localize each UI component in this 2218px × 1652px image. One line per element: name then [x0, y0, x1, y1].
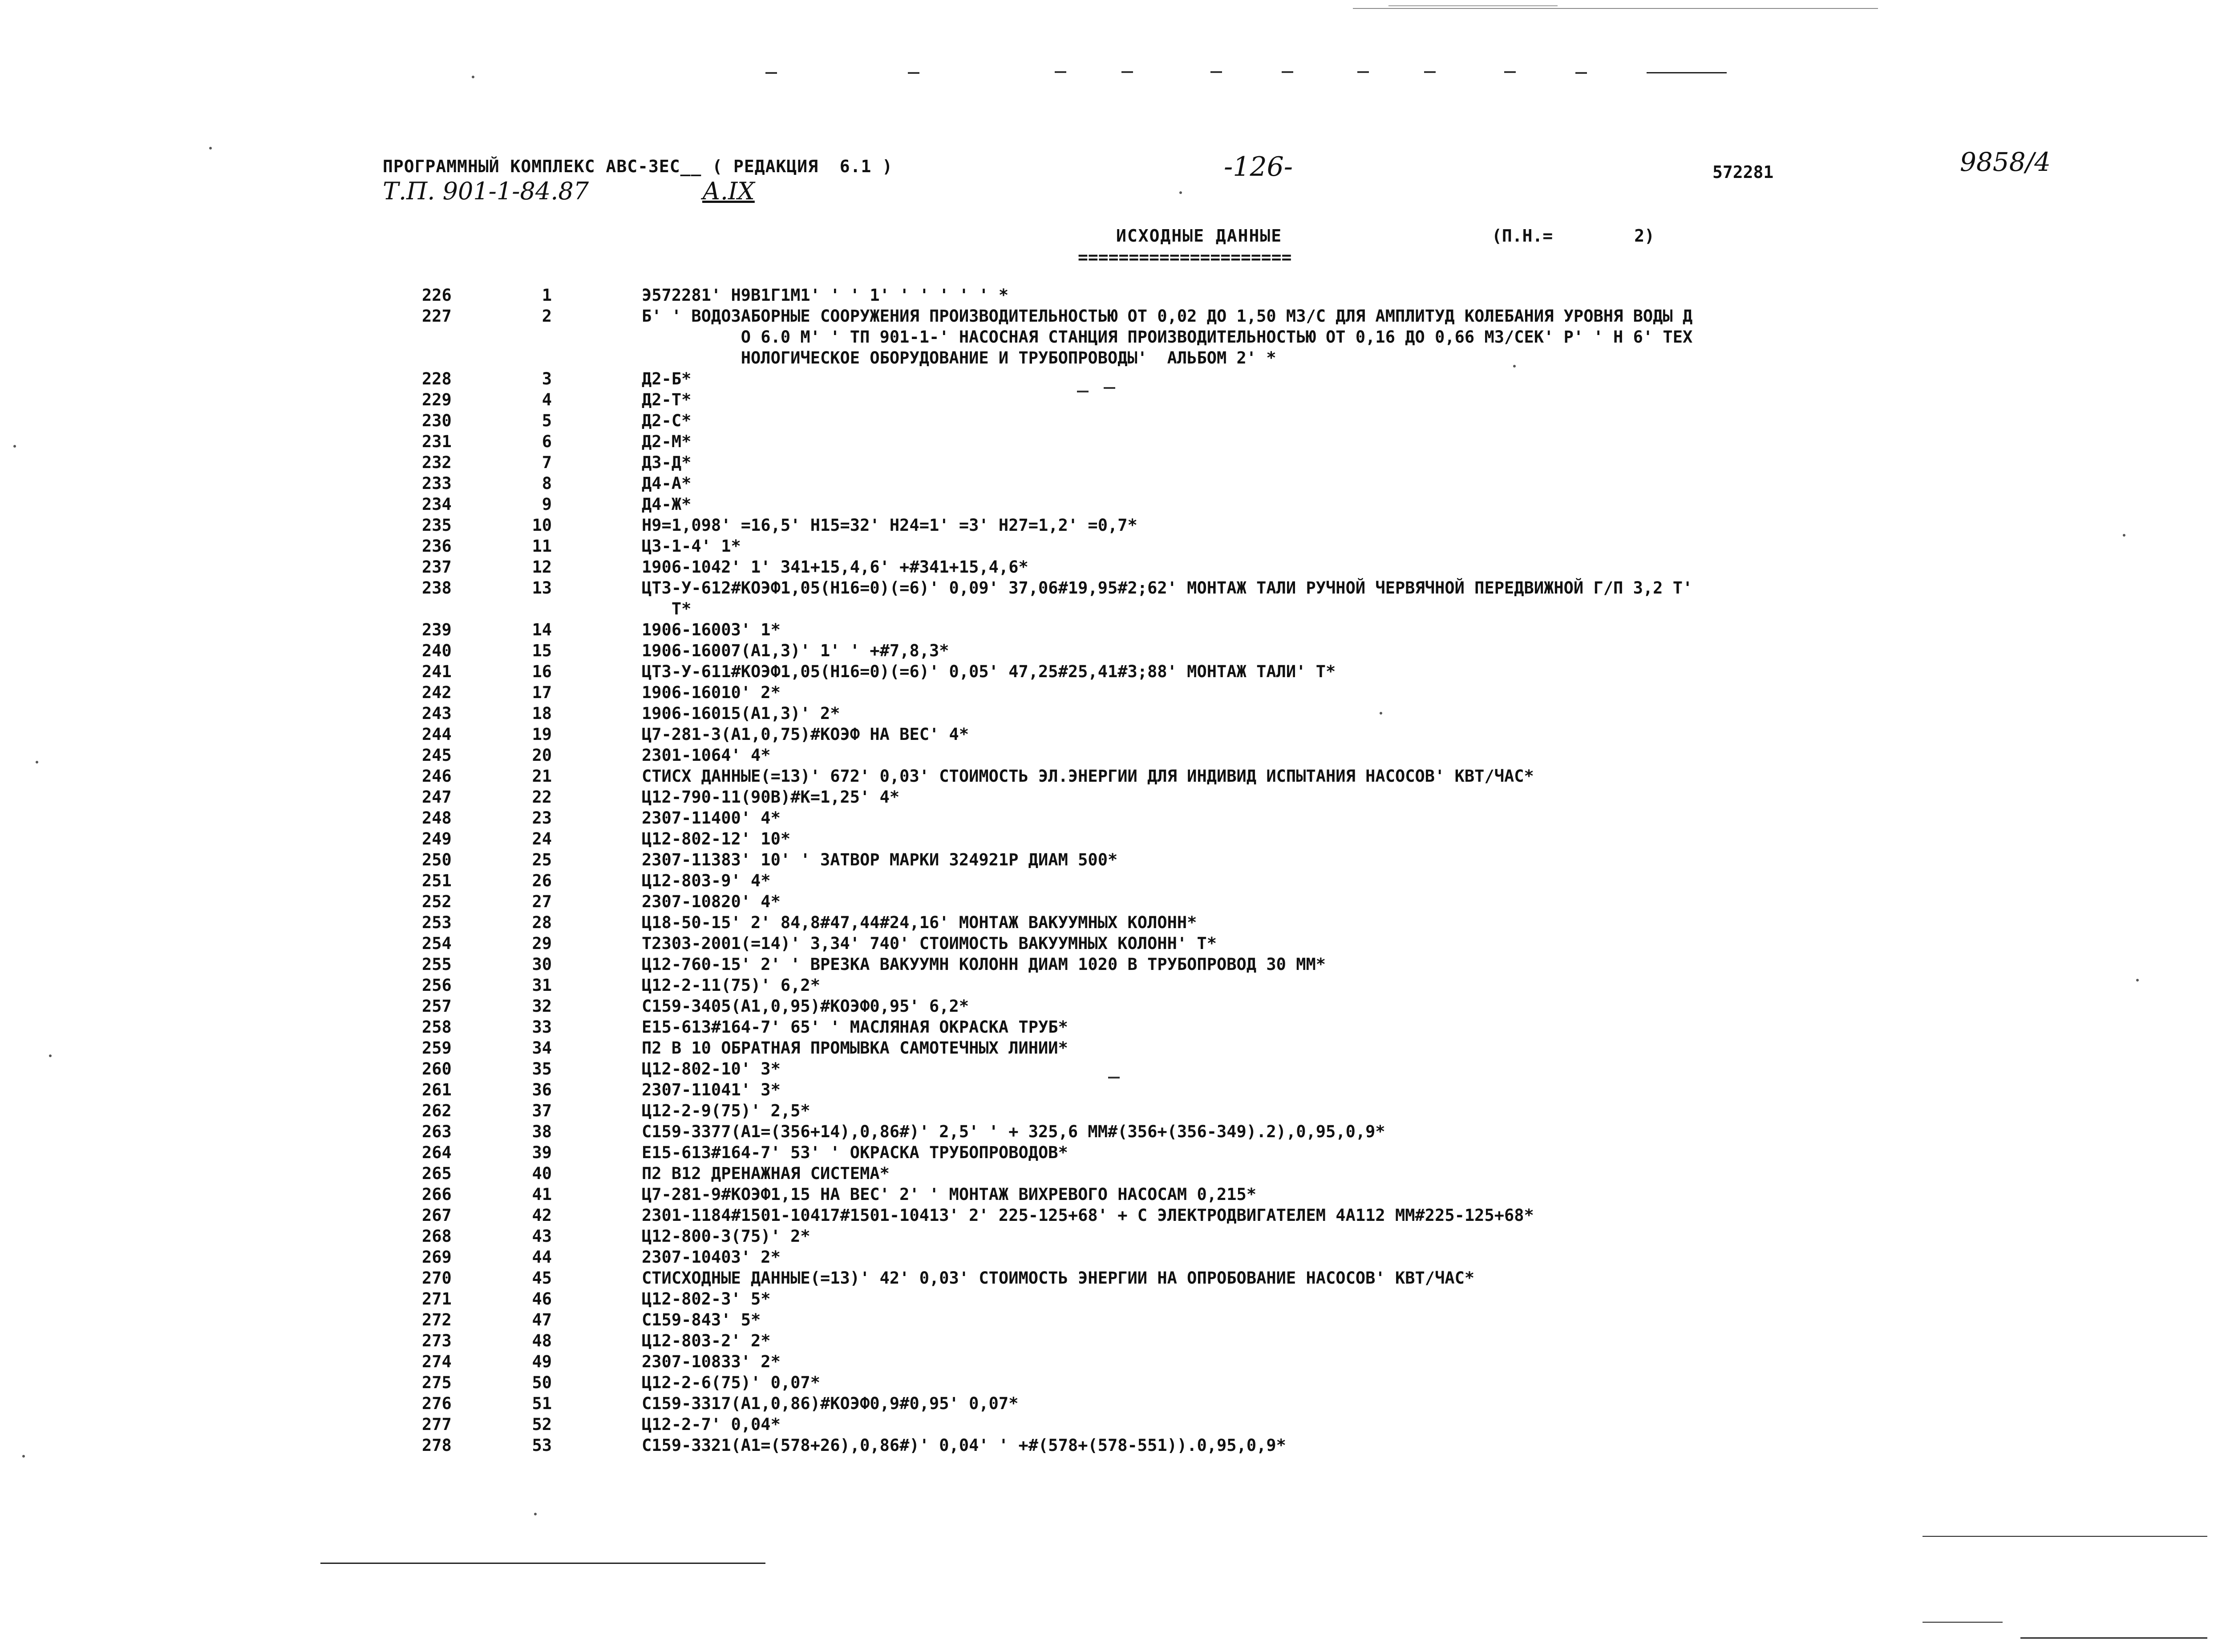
line-number: 272	[422, 1310, 452, 1329]
record-text: Ц12-2-6(75)' 0,07*	[642, 1373, 820, 1392]
record-text: С159-3405(А1,0,95)#КОЭФ0,95' 6,2*	[642, 997, 969, 1016]
record-index: 37	[532, 1101, 552, 1120]
line-number: 227	[422, 307, 452, 326]
record-text: Д3-Д*	[642, 453, 692, 472]
scan-speck	[1179, 191, 1182, 194]
record-index: 45	[532, 1268, 552, 1288]
record-text: 2307-11400' 4*	[642, 808, 781, 828]
record-text: 2307-10403' 2*	[642, 1248, 781, 1267]
archive-number: 9858/4	[1960, 147, 2051, 177]
line-number: 233	[422, 474, 452, 493]
line-number: 254	[422, 934, 452, 953]
record-index: 44	[532, 1248, 552, 1267]
record-text: 1906-16010' 2*	[642, 683, 781, 702]
record-text: Э572281' Н9В1Г1М1' ' ' 1' ' ' ' ' ' *	[642, 286, 1009, 305]
record-text: 1906-1042' 1' 341+15,4,6' +#341+15,4,6*	[642, 557, 1028, 577]
record-index: 35	[532, 1059, 552, 1078]
record-index: 3	[542, 369, 552, 388]
section-underline: =====================	[1078, 247, 1292, 267]
record-index: 11	[532, 537, 552, 556]
record-index: 4	[542, 390, 552, 409]
line-number: 245	[422, 746, 452, 765]
record-index: 7	[542, 453, 552, 472]
record-text: С159-3317(А1,0,86)#КОЭФ0,9#0,95' 0,07*	[642, 1394, 1019, 1413]
line-number: 258	[422, 1018, 452, 1037]
scan-line-top-2	[1388, 5, 1558, 6]
listing-row	[0, 828, 2218, 849]
record-index: 17	[532, 683, 552, 702]
record-text: П2 В12 ДРЕНАЖНАЯ СИСТЕМА*	[642, 1164, 890, 1183]
record-index: 10	[532, 516, 552, 535]
listing-row	[0, 1121, 2218, 1142]
dash-artifact	[1357, 71, 1369, 73]
record-text: Д2-М*	[642, 432, 692, 451]
listing-row	[0, 1079, 2218, 1100]
record-text: Ц12-2-7' 0,04*	[642, 1415, 781, 1434]
record-text: Т*	[642, 599, 692, 618]
line-number: 230	[422, 411, 452, 430]
line-number: 239	[422, 620, 452, 639]
line-number: 266	[422, 1185, 452, 1204]
record-text: 2307-11041' 3*	[642, 1080, 781, 1099]
dash-artifact	[1210, 71, 1222, 73]
record-index: 31	[532, 976, 552, 995]
record-text: 2301-1184#1501-10417#1501-10413' 2' 225-125+68' + С ЭЛЕКТРОДВИГАТЕЛЕМ 4А112 ММ#225-125+68*	[642, 1206, 1534, 1225]
listing-row	[0, 1435, 2218, 1456]
record-index: 51	[532, 1394, 552, 1413]
listing-row	[0, 933, 2218, 954]
record-text: 1906-16015(А1,3)' 2*	[642, 704, 840, 723]
listing-row	[0, 619, 2218, 640]
record-text: Д2-С*	[642, 411, 692, 430]
document-number: 572281	[1712, 162, 1774, 182]
record-text: НОЛОГИЧЕСКОЕ ОБОРУДОВАНИЕ И ТРУБОПРОВОДЫ' АЛЬБОМ 2' *	[642, 348, 1276, 368]
line-number: 269	[422, 1248, 452, 1267]
record-index: 25	[532, 850, 552, 869]
record-index: 36	[532, 1080, 552, 1099]
listing-row	[0, 1288, 2218, 1309]
record-text: Ц12-760-15' 2' ' ВРЕЗКА ВАКУУМН КОЛОНН ДИАМ 1020 В ТРУБОПРОВОД 30 ММ*	[642, 955, 1326, 974]
listing-row	[0, 1414, 2218, 1435]
handwritten-album-number: А.IX	[702, 177, 755, 205]
scan-speck	[534, 1513, 537, 1515]
line-number: 277	[422, 1415, 452, 1434]
record-text: Д2-Т*	[642, 390, 692, 409]
listing-row	[0, 1017, 2218, 1038]
record-text: Д4-Ж*	[642, 495, 692, 514]
record-index: 52	[532, 1415, 552, 1434]
record-index: 14	[532, 620, 552, 639]
listing-row	[0, 494, 2218, 515]
record-index: 21	[532, 767, 552, 786]
record-text: 1906-16003' 1*	[642, 620, 781, 639]
record-text: Ц7-281-9#КОЭФ1,15 НА ВЕС' 2' ' МОНТАЖ ВИХРЕВОГО НАСОСАМ 0,215*	[642, 1185, 1257, 1204]
listing-row	[0, 536, 2218, 557]
record-index: 12	[532, 557, 552, 577]
line-number: 234	[422, 495, 452, 514]
listing-row	[0, 1038, 2218, 1058]
listing-row	[0, 1205, 2218, 1226]
line-number: 228	[422, 369, 452, 388]
line-number: 262	[422, 1101, 452, 1120]
record-index: 16	[532, 662, 552, 681]
record-text: П2 В 10 ОБРАТНАЯ ПРОМЫВКА САМОТЕЧНЫХ ЛИНИИ*	[642, 1038, 1068, 1058]
record-text: Д4-А*	[642, 474, 692, 493]
line-number: 276	[422, 1394, 452, 1413]
listing-row	[0, 787, 2218, 808]
dash-artifact	[1282, 71, 1293, 73]
line-number: 268	[422, 1227, 452, 1246]
record-text: С159-843' 5*	[642, 1310, 761, 1329]
record-index: 9	[542, 495, 552, 514]
record-index: 5	[542, 411, 552, 430]
record-text: С159-3377(А1=(356+14),0,86#)' 2,5' ' + 325,6 ММ#(356+(356-349).2),0,95,0,9*	[642, 1122, 1385, 1141]
line-number: 253	[422, 913, 452, 932]
dash-artifact	[1424, 71, 1436, 73]
listing-row	[0, 954, 2218, 975]
line-number: 226	[422, 286, 452, 305]
line-number: 273	[422, 1331, 452, 1350]
record-text: О 6.0 М' ' ТП 901-1-' НАСОСНАЯ СТАНЦИЯ ПРОИЗВОДИТЕЛЬНОСТЬЮ ОТ 0,16 ДО 0,66 М3/СЕК' Р' ' Н 6' ТЕХ	[642, 327, 1693, 347]
listing-row	[0, 1268, 2218, 1288]
record-index: 40	[532, 1164, 552, 1183]
line-number: 232	[422, 453, 452, 472]
record-index: 50	[532, 1373, 552, 1392]
dash-artifact	[1055, 71, 1066, 73]
dash-artifact	[765, 72, 777, 74]
listing-row	[0, 682, 2218, 703]
record-index: 46	[532, 1289, 552, 1309]
record-text: Б' ' ВОДОЗАБОРНЫЕ СООРУЖЕНИЯ ПРОИЗВОДИТЕЛЬНОСТЬЮ ОТ 0,02 ДО 1,50 М3/С ДЛЯ АМПЛИТУД КОЛЕБАНИЯ УРОВНЯ ВОДЫ Д	[642, 307, 1693, 326]
listing-row	[0, 640, 2218, 661]
record-text: Е15-613#164-7' 65' ' МАСЛЯНАЯ ОКРАСКА ТРУБ*	[642, 1018, 1068, 1037]
record-text: Ц12-802-12' 10*	[642, 829, 791, 848]
record-text: 2307-10833' 2*	[642, 1352, 781, 1371]
record-text: Ц12-803-2' 2*	[642, 1331, 771, 1350]
record-index: 6	[542, 432, 552, 451]
listing-row	[0, 452, 2218, 473]
record-text: Ц12-802-10' 3*	[642, 1059, 781, 1078]
line-number: 259	[422, 1038, 452, 1058]
record-index: 13	[532, 578, 552, 598]
line-number: 247	[422, 788, 452, 807]
listing-row	[0, 870, 2218, 891]
listing-row	[0, 389, 2218, 410]
record-index: 48	[532, 1331, 552, 1350]
record-index: 1	[542, 286, 552, 305]
listing-row	[0, 808, 2218, 828]
record-index: 15	[532, 641, 552, 660]
listing-row	[0, 849, 2218, 870]
dash-artifact	[908, 72, 919, 74]
record-index: 47	[532, 1310, 552, 1329]
scan-line-top	[1353, 8, 1878, 9]
program-title: ПРОГРАММНЫЙ КОМПЛЕКС АВС-3ЕС__ ( РЕДАКЦИЯ 6.1 )	[383, 157, 893, 176]
listing-row	[0, 724, 2218, 745]
line-number: 263	[422, 1122, 452, 1141]
record-text: Ц12-2-11(75)' 6,2*	[642, 976, 820, 995]
record-index: 33	[532, 1018, 552, 1037]
line-number: 255	[422, 955, 452, 974]
listing-row	[0, 1226, 2218, 1247]
line-number: 231	[422, 432, 452, 451]
listing-row	[0, 1163, 2218, 1184]
line-number: 249	[422, 829, 452, 848]
scan-speck	[209, 147, 212, 149]
record-text: Ц12-790-11(90В)#К=1,25' 4*	[642, 788, 900, 807]
line-number: 256	[422, 976, 452, 995]
line-number: 275	[422, 1373, 452, 1392]
dash-artifact	[1121, 71, 1133, 73]
record-index: 24	[532, 829, 552, 848]
page-number: -126-	[1224, 151, 1293, 182]
listing-row	[0, 1142, 2218, 1163]
listing-row	[0, 431, 2218, 452]
page-marker: (П.Н.= 2)	[1492, 226, 1655, 246]
record-text: Н9=1,098' =16,5' Н15=32' Н24=1' =3' Н27=1,2' =0,7*	[642, 516, 1137, 535]
record-index: 29	[532, 934, 552, 953]
line-number: 235	[422, 516, 452, 535]
listing-row	[0, 1058, 2218, 1079]
record-text: Д2-Б*	[642, 369, 692, 388]
record-index: 30	[532, 955, 552, 974]
line-number: 251	[422, 871, 452, 890]
listing-row	[0, 1351, 2218, 1372]
line-number: 252	[422, 892, 452, 911]
record-index: 34	[532, 1038, 552, 1058]
listing-row	[0, 661, 2218, 682]
line-number: 257	[422, 997, 452, 1016]
record-text: 2301-1064' 4*	[642, 746, 771, 765]
record-index: 43	[532, 1227, 552, 1246]
record-text: 2307-10820' 4*	[642, 892, 781, 911]
record-text: Е15-613#164-7' 53' ' ОКРАСКА ТРУБОПРОВОДОВ*	[642, 1143, 1068, 1162]
scan-rule-bottom-right-2	[2020, 1637, 2207, 1639]
record-text: Т2303-2001(=14)' 3,34' 740' СТОИМОСТЬ ВАКУУМНЫХ КОЛОНН' Т*	[642, 934, 1217, 953]
record-text: Ц3-1-4' 1*	[642, 537, 741, 556]
record-index: 20	[532, 746, 552, 765]
line-number: 250	[422, 850, 452, 869]
record-text: Ц12-2-9(75)' 2,5*	[642, 1101, 810, 1120]
scan-rule-bottom-right-3	[1923, 1622, 2003, 1623]
line-number: 242	[422, 683, 452, 702]
listing-row	[0, 912, 2218, 933]
listing-row	[0, 996, 2218, 1017]
record-index: 49	[532, 1352, 552, 1371]
record-index: 28	[532, 913, 552, 932]
listing-row	[0, 1309, 2218, 1330]
handwritten-project-code: Т.П. 901-1-84.87	[383, 177, 589, 205]
line-number: 236	[422, 537, 452, 556]
record-index: 2	[542, 307, 552, 326]
listing-row	[0, 306, 2218, 368]
record-text: 2307-11383' 10' ' ЗАТВОР МАРКИ 324921Р ДИАМ 500*	[642, 850, 1118, 869]
listing-row	[0, 1330, 2218, 1351]
scan-rule-bottom-left	[320, 1563, 765, 1564]
record-text: ЦТ3-У-611#КОЭФ1,05(Н16=0)(=6)' 0,05' 47,25#25,41#3;88' МОНТАЖ ТАЛИ' Т*	[642, 662, 1336, 681]
listing-row	[0, 975, 2218, 996]
listing-row	[0, 578, 2218, 619]
line-number: 240	[422, 641, 452, 660]
section-title: ИСХОДНЫЕ ДАННЫЕ	[1116, 226, 1283, 246]
record-index: 38	[532, 1122, 552, 1141]
line-number: 271	[422, 1289, 452, 1309]
dash-artifact	[1504, 71, 1516, 73]
line-number: 270	[422, 1268, 452, 1288]
scan-rule-bottom-right	[1923, 1536, 2207, 1537]
record-text: СТИСХ ДАННЫЕ(=13)' 672' 0,03' СТОИМОСТЬ ЭЛ.ЭНЕРГИИ ДЛЯ ИНДИВИД ИСПЫТАНИЯ НАСОСОВ' КВТ/ЧАС*	[642, 767, 1534, 786]
record-text: 1906-16007(А1,3)' 1' ' +#7,8,3*	[642, 641, 949, 660]
line-number: 260	[422, 1059, 452, 1078]
line-number: 237	[422, 557, 452, 577]
record-index: 23	[532, 808, 552, 828]
line-number: 267	[422, 1206, 452, 1225]
record-text: Ц12-803-9' 4*	[642, 871, 771, 890]
line-number: 278	[422, 1436, 452, 1455]
line-number: 274	[422, 1352, 452, 1371]
record-index: 53	[532, 1436, 552, 1455]
listing-row	[0, 703, 2218, 724]
listing-row	[0, 766, 2218, 787]
listing-row	[0, 745, 2218, 766]
line-number: 264	[422, 1143, 452, 1162]
record-index: 42	[532, 1206, 552, 1225]
record-index: 19	[532, 725, 552, 744]
listing-row	[0, 1100, 2218, 1121]
listing-row	[0, 1393, 2218, 1414]
line-number: 265	[422, 1164, 452, 1183]
listing-row	[0, 557, 2218, 578]
record-text: Ц18-50-15' 2' 84,8#47,44#24,16' МОНТАЖ ВАКУУМНЫХ КОЛОНН*	[642, 913, 1197, 932]
line-number: 243	[422, 704, 452, 723]
listing-row	[0, 1247, 2218, 1268]
record-text: ЦТ3-У-612#КОЭФ1,05(Н16=0)(=6)' 0,09' 37,06#19,95#2;62' МОНТАЖ ТАЛИ РУЧНОЙ ЧЕРВЯЧНОЙ ПЕРЕДВИЖНОЙ Г/П 3,2 Т'	[642, 578, 1693, 598]
record-index: 8	[542, 474, 552, 493]
dash-artifact	[1575, 72, 1587, 74]
line-number: 248	[422, 808, 452, 828]
dash-artifact-long	[1647, 72, 1727, 73]
line-number: 246	[422, 767, 452, 786]
record-index: 22	[532, 788, 552, 807]
record-text: Ц7-281-3(А1,0,75)#КОЭФ НА ВЕС' 4*	[642, 725, 969, 744]
record-index: 26	[532, 871, 552, 890]
line-number: 229	[422, 390, 452, 409]
listing-row	[0, 368, 2218, 389]
listing-row	[0, 1372, 2218, 1393]
record-index: 18	[532, 704, 552, 723]
line-number: 261	[422, 1080, 452, 1099]
listing-row	[0, 1184, 2218, 1205]
line-number: 238	[422, 578, 452, 598]
input-data-listing	[0, 285, 2218, 1456]
record-text: СТИСХОДНЫЕ ДАННЫЕ(=13)' 42' 0,03' СТОИМОСТЬ ЭНЕРГИИ НА ОПРОБОВАНИЕ НАСОСОВ' КВТ/ЧАС*	[642, 1268, 1475, 1288]
listing-row	[0, 473, 2218, 494]
record-index: 41	[532, 1185, 552, 1204]
scan-speck	[472, 76, 474, 78]
record-index: 32	[532, 997, 552, 1016]
record-text: Ц12-802-3' 5*	[642, 1289, 771, 1309]
record-text: С159-3321(А1=(578+26),0,86#)' 0,04' ' +#(578+(578-551)).0,95,0,9*	[642, 1436, 1286, 1455]
record-text: Ц12-800-3(75)' 2*	[642, 1227, 810, 1246]
listing-row	[0, 515, 2218, 536]
line-number: 244	[422, 725, 452, 744]
listing-row	[0, 410, 2218, 431]
line-number: 241	[422, 662, 452, 681]
record-index: 27	[532, 892, 552, 911]
listing-row	[0, 891, 2218, 912]
listing-row	[0, 285, 2218, 306]
record-index: 39	[532, 1143, 552, 1162]
